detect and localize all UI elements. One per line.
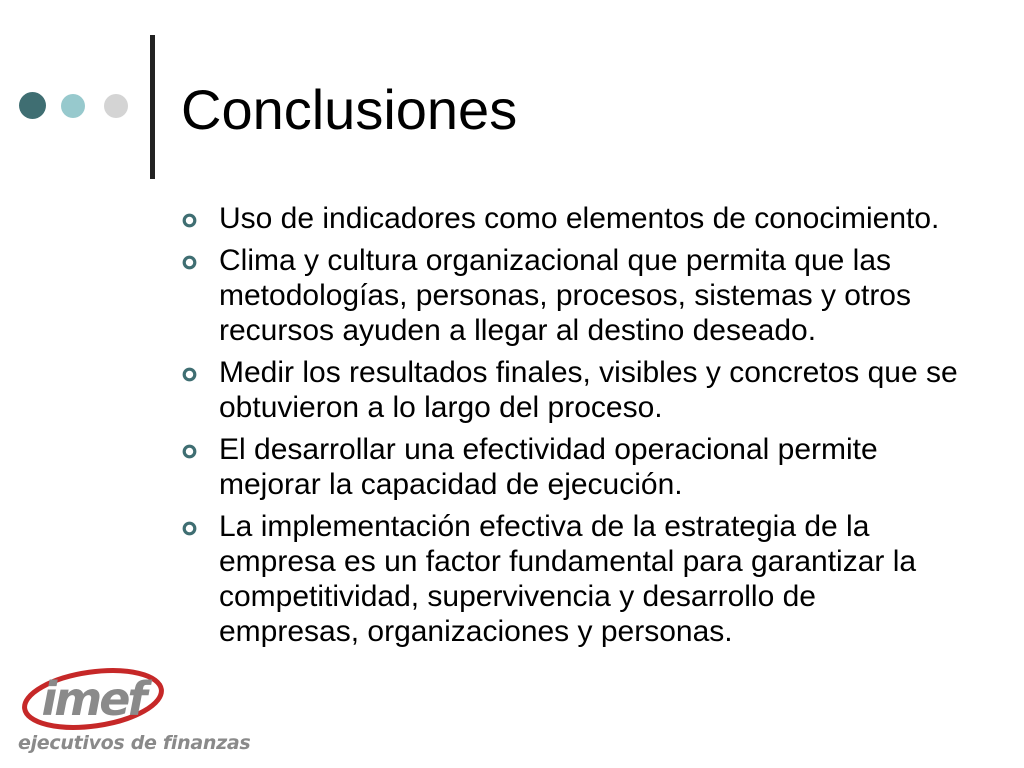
ring-bullet-icon — [182, 444, 197, 459]
bullet-item — [182, 432, 962, 502]
bullet-item — [182, 201, 962, 236]
decorative-circle-light — [104, 94, 128, 118]
logo-tagline: ejecutivos de finanzas — [18, 732, 251, 754]
bullet-item — [182, 355, 962, 425]
ring-bullet-icon — [182, 255, 197, 270]
title-divider — [150, 35, 155, 179]
bullet-text: La implementación efectiva de la estrategia de la empresa es un factor fundamental para garantizar la competitividad, supervivencia y desarrollo de empresas, organizaciones y personas. — [219, 510, 917, 648]
bullet-text: Uso de indicadores como elementos de conocimiento. — [219, 202, 940, 235]
slide-title: Conclusiones — [181, 78, 518, 141]
bullet-list — [182, 201, 962, 656]
ring-bullet-icon — [182, 213, 197, 228]
bullet-item — [182, 243, 962, 348]
bullet-text: Clima y cultura organizacional que permita que las metodologías, personas, procesos, sistemas y otros recursos ayuden a llegar al destino deseado. — [219, 244, 911, 347]
bullet-text: El desarrollar una efectividad operacional permite mejorar la capacidad de ejecución. — [219, 433, 878, 501]
decorative-circle-dark — [19, 92, 46, 119]
logo-brand-text: imef — [41, 672, 145, 726]
bullet-item — [182, 509, 962, 649]
ring-bullet-icon — [182, 521, 197, 536]
bullet-text: Medir los resultados finales, visibles y concretos que se obtuvieron a lo largo del proceso. — [219, 356, 958, 424]
decorative-circle-mid — [61, 94, 85, 118]
imef-logo-mark-icon — [20, 660, 166, 740]
ring-bullet-icon — [182, 367, 197, 382]
imef-logo — [4, 660, 251, 768]
